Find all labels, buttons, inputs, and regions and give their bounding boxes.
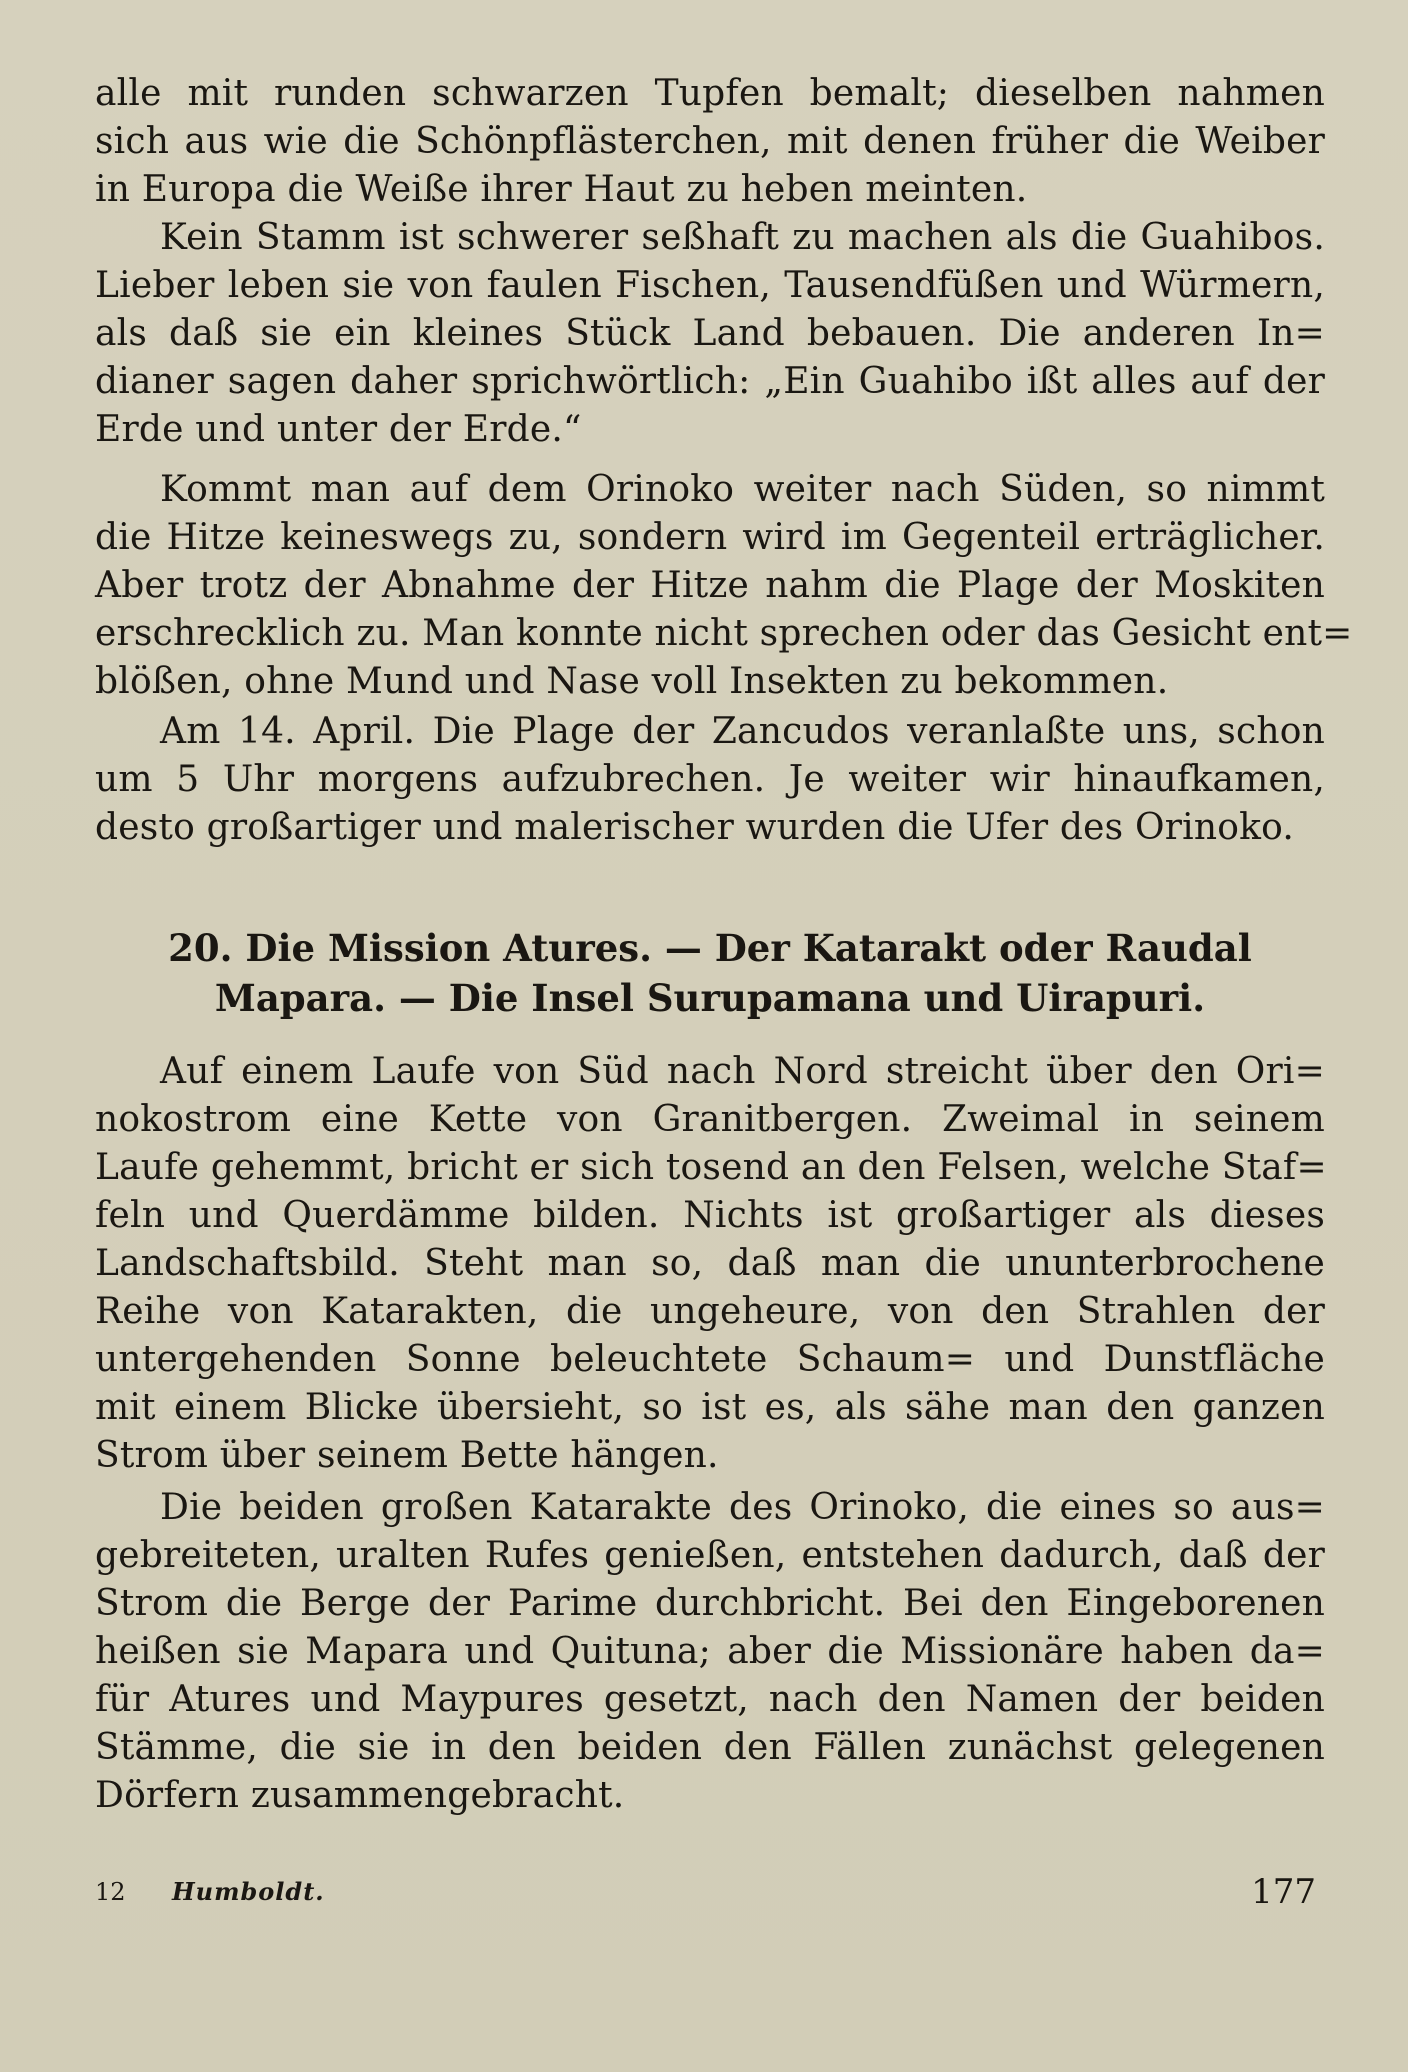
text-line: für Atures und Maypures gesetzt, nach den Namen der beiden [95,1679,1325,1720]
text-line: Aber trotz der Abnahme der Hitze nahm die Plage der Moskiten [95,565,1325,606]
text-line: erschrecklich zu. Man konnte nicht sprechen oder das Gesicht ent= [95,613,1353,654]
text-line: Strom über seinem Bette hängen. [95,1435,719,1476]
text-line: Landschaftsbild. Steht man so, daß man die ununterbrochene [95,1243,1325,1284]
text-line: Strom die Berge der Parime durchbricht. Bei den Eingeborenen [95,1583,1325,1624]
text-line: feln und Querdämme bilden. Nichts ist großartiger als dieses [95,1195,1325,1236]
text-line: desto großartiger und malerischer wurden die Ufer des Orinoko. [95,807,1294,848]
signature-title: Humboldt. [172,1877,325,1906]
text-line: Laufe gehemmt, bricht er sich tosend an den Felsen, welche Staf= [95,1147,1327,1188]
text-line: Am 14. April. Die Plage der Zancudos veranlaßte uns, schon [160,711,1325,752]
signature-number: 12 [95,1878,126,1906]
text-line: als daß sie ein kleines Stück Land bebauen. Die anderen In= [95,313,1325,354]
section-heading-line-2: Mapara. — Die Insel Surupamana und Uirapuri. [214,976,1206,1020]
text-line: sich aus wie die Schönpflästerchen, mit denen früher die Weiber [95,121,1325,162]
text-line: Kommt man auf dem Orinoko weiter nach Süden, so nimmt [160,469,1325,510]
text-line: in Europa die Weiße ihrer Haut zu heben meinten. [95,169,1028,210]
text-line: mit einem Blicke übersieht, so ist es, als sähe man den ganzen [95,1387,1325,1428]
text-line: Kein Stamm ist schwerer seßhaft zu machen als die Guahibos. [160,217,1325,258]
section-heading-line-1: 20. Die Mission Atures. — Der Katarakt oder Raudal [168,926,1252,970]
text-line: blößen, ohne Mund und Nase voll Insekten zu bekommen. [95,661,1169,702]
page-number: 177 [1251,1872,1316,1912]
text-line: Auf einem Laufe von Süd nach Nord streicht über den Ori= [160,1051,1325,1092]
text-line: Lieber leben sie von faulen Fischen, Tausendfüßen und Würmern, [95,265,1325,306]
text-line: um 5 Uhr morgens aufzubrechen. Je weiter wir hinaufkamen, [95,759,1325,800]
text-line: die Hitze keineswegs zu, sondern wird im Gegenteil erträglicher. [95,517,1325,558]
text-line: Reihe von Katarakten, die ungeheure, von den Strahlen der [95,1291,1325,1332]
text-line: Die beiden großen Katarakte des Orinoko, die eines so aus= [160,1487,1325,1528]
text-line: nokostrom eine Kette von Granitbergen. Zweimal in seinem [95,1099,1325,1140]
text-line: alle mit runden schwarzen Tupfen bemalt; dieselben nahmen [95,73,1325,114]
text-line: Dörfern zusammengebracht. [95,1775,625,1816]
text-line: untergehenden Sonne beleuchtete Schaum= und Dunstfläche [95,1339,1325,1380]
text-line: dianer sagen daher sprichwörtlich: „Ein Guahibo ißt alles auf der [95,361,1325,402]
text-line: gebreiteten, uralten Rufes genießen, entstehen dadurch, daß der [95,1535,1325,1576]
text-line: Stämme, die sie in den beiden den Fällen zunächst gelegenen [95,1727,1325,1768]
text-line: Erde und unter der Erde.“ [95,409,582,450]
text-line: heißen sie Mapara und Quituna; aber die Missionäre haben da= [95,1631,1325,1672]
